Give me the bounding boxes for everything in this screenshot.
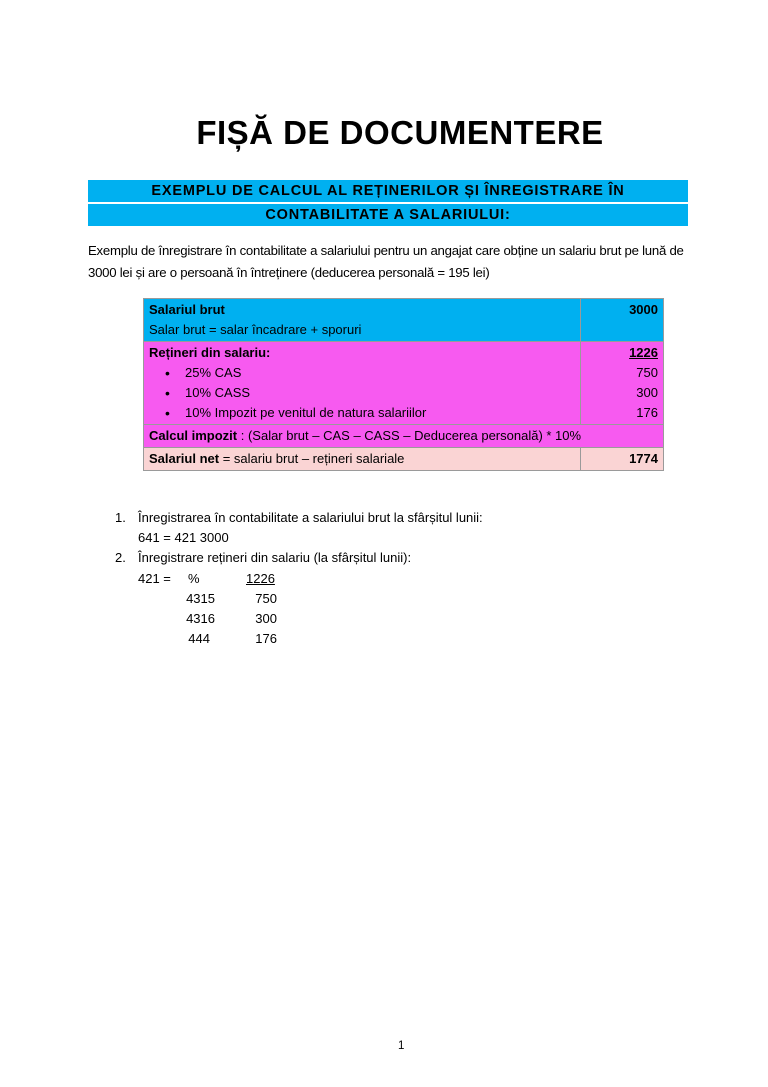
retineri-value: 750 (636, 365, 658, 380)
section-heading-line-1: EXEMPLU DE CALCUL AL REȚINERILOR ȘI ÎNREGISTRARE ÎN (88, 180, 688, 202)
intro-paragraph (88, 240, 718, 284)
intro-line-2: 3000 lei și are o persoană în întreținere (deducerea personală = 195 lei) (88, 265, 490, 280)
entry-credit-value: 176 (255, 631, 277, 646)
salariul-brut-row (144, 299, 664, 342)
section-heading-line-2: CONTABILITATE A SALARIULUI: (88, 204, 688, 226)
entry-debit-account: 421 = (138, 571, 171, 586)
salariul-net-label: Salariul net (149, 451, 220, 466)
retineri-list (149, 363, 575, 423)
intro-line-1: Exemplu de înregistrare în contabilitate a salariului pentru un angajat care obține un salariu brut pe lună de (88, 243, 684, 258)
retineri-total: 1226 (629, 345, 658, 360)
retineri-label: Rețineri din salariu: (149, 345, 271, 360)
salary-calculation-table (143, 298, 664, 471)
page-number: 1 (398, 1040, 405, 1052)
salariul-net-formula: = salariu brut – rețineri salariale (219, 451, 405, 466)
step-1-text: Înregistrarea în contabilitate a salariului brut la sfârșitul lunii: (138, 510, 483, 525)
step-1-number: 1. (115, 510, 126, 525)
retineri-value: 300 (636, 385, 658, 400)
salariul-brut-value: 3000 (581, 299, 664, 342)
salariul-net-row (144, 448, 664, 471)
retineri-values-cell (581, 342, 664, 425)
list-item: • 25% CAS (185, 363, 575, 383)
retineri-value: 176 (636, 405, 658, 420)
list-item: • 10% Impozit pe venitul de natura salariilor (185, 403, 575, 423)
calcul-impozit-cell (144, 425, 664, 448)
salariul-net-cell (144, 448, 581, 471)
retineri-row (144, 342, 664, 425)
calcul-impozit-label: Calcul impozit (149, 428, 238, 443)
entry-percent-sign: % (188, 571, 200, 586)
salariul-brut-label: Salariul brut (149, 302, 225, 317)
entry-credit-account: 4316 (186, 611, 215, 626)
calcul-impozit-row (144, 425, 664, 448)
list-item: • 10% CASS (185, 383, 575, 403)
entry-credit-value: 300 (255, 611, 277, 626)
salariul-net-value: 1774 (581, 448, 664, 471)
retineri-cell (144, 342, 581, 425)
calcul-impozit-formula: : (Salar brut – CAS – CASS – Deducerea personală) * 10% (237, 428, 582, 443)
salariul-brut-cell (144, 299, 581, 342)
document-title: FIȘĂ DE DOCUMENTERE (196, 114, 604, 151)
salar-brut-formula: Salar brut = salar încadrare + sporuri (149, 322, 362, 337)
step-2-number: 2. (115, 550, 126, 565)
entry-credit-account: 444 (188, 631, 210, 646)
entry-total-value: 1226 (246, 571, 275, 586)
step-2-text: Înregistrare rețineri din salariu (la sfârșitul lunii): (138, 550, 412, 565)
entry-credit-value: 750 (255, 591, 277, 606)
entry-credit-account: 4315 (186, 591, 215, 606)
step-1-entry: 641 = 421 3000 (138, 530, 229, 545)
